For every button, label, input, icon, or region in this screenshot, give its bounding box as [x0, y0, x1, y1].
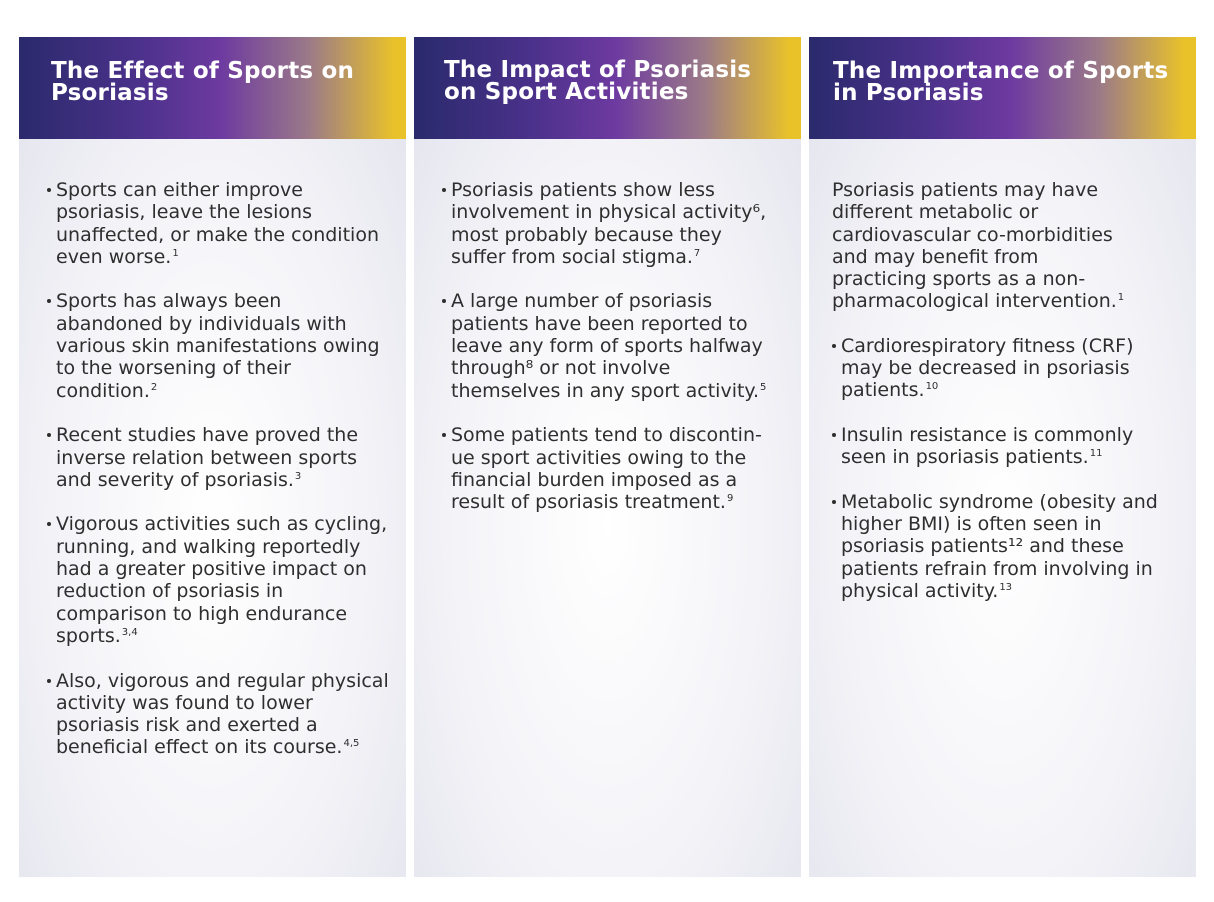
bullet-text	[56, 179, 390, 268]
panel-body	[809, 179, 1196, 625]
bullet-dot-icon	[47, 188, 51, 192]
citation-ref: 1	[172, 247, 179, 259]
bullet-text	[56, 424, 390, 491]
bullet-item	[832, 424, 1180, 469]
bullet-text-body: Insulin resistance is commonly seen in psoriasis patients.	[841, 423, 1134, 469]
citation-ref: 3,4	[121, 626, 138, 638]
bullet-dot-icon	[442, 433, 446, 437]
bullet-text-body: Sports has always been abandoned by individuals with various skin manifestations owing to the worsening of their condition.	[56, 290, 380, 402]
bullet-item	[47, 179, 390, 268]
citation-ref: 4,5	[343, 738, 360, 750]
bullet-item	[47, 424, 390, 491]
bullet-text-body: Sports can either improve psoriasis, leave the lesions unaffected, or make the condition even worse.	[56, 179, 379, 268]
citation-ref: 13	[999, 582, 1013, 594]
bullet-text-body: Metabolic syndrome (obesity and higher BMI) is often seen in psoriasis patients¹² and these patients refrain from involving in physical activity.	[841, 490, 1158, 603]
panel-header	[19, 37, 406, 139]
panels-container	[19, 37, 1196, 877]
citation-ref: 5	[760, 381, 767, 393]
panel-body	[414, 179, 801, 536]
bullet-text-body: Also, vigorous and regular physical activity was found to lower psoriasis risk and exerted a beneficial effect on its course.	[56, 669, 389, 759]
bullet-text	[451, 290, 781, 401]
bullet-dot-icon	[47, 433, 51, 437]
citation-ref: 1	[1117, 292, 1125, 304]
bullet-item	[47, 290, 390, 401]
panel-effect-of-sports	[19, 37, 406, 877]
bullet-item	[832, 335, 1180, 402]
bullet-text-body: Psoriasis patients show less involvement in physical activity⁶, most probably because they suffer from social stigma.	[451, 179, 767, 268]
bullet-item	[442, 290, 781, 401]
bullet-text	[841, 424, 1180, 469]
bullet-text	[841, 335, 1180, 402]
bullet-dot-icon	[832, 433, 836, 437]
bullet-list	[47, 179, 390, 759]
bullet-text-body: Recent studies have proved the inverse relation between sports and severity of psoriasis.	[56, 424, 359, 491]
bullet-text-body: Cardiorespiratory fitness (CRF) may be decreased in psoriasis patients.	[841, 334, 1134, 402]
bullet-text	[841, 491, 1180, 602]
citation-ref: 11	[1089, 448, 1103, 460]
bullet-dot-icon	[47, 299, 51, 303]
bullet-dot-icon	[47, 679, 51, 683]
bullet-text-body: Vigorous activities such as cycling, running, and walking reportedly had a greater positive impact on reduction of psoriasis in comparison to high endurance sports.	[56, 513, 388, 647]
bullet-dot-icon	[47, 522, 51, 526]
bullet-item	[47, 670, 390, 759]
panel-intro	[832, 179, 1132, 313]
panel-title: The Impact of Psoriasis on Sport Activities	[444, 57, 752, 105]
panel-importance-of-sports	[809, 37, 1196, 877]
bullet-text	[56, 290, 390, 401]
bullet-dot-icon	[442, 299, 446, 303]
bullet-text	[56, 670, 390, 759]
panel-impact-of-psoriasis	[414, 37, 801, 877]
bullet-dot-icon	[832, 344, 836, 348]
bullet-dot-icon	[832, 500, 836, 504]
citation-ref: 10	[925, 381, 939, 393]
bullet-text	[56, 513, 390, 647]
bullet-text-body: Some patients tend to discontin-ue sport activities owing to the financial burden imposed as a result of psoriasis treatment.	[451, 424, 762, 514]
intro-text: Psoriasis patients may have different metabolic or cardiovascular co-morbidities and may benefit from practicing sports as a non-pharmacological intervention.	[832, 179, 1117, 313]
panel-body	[19, 179, 406, 781]
bullet-text	[451, 179, 781, 268]
citation-ref: 9	[726, 493, 734, 505]
panel-title: The Effect of Sports on Psoriasis	[51, 58, 355, 106]
bullet-dot-icon	[442, 188, 446, 192]
bullet-item	[442, 424, 781, 513]
bullet-text	[451, 424, 781, 513]
bullet-list	[442, 179, 781, 513]
citation-ref: 7	[693, 247, 701, 259]
citation-ref: 2	[150, 381, 158, 393]
bullet-item	[442, 179, 781, 268]
bullet-text-body: A large number of psoriasis patients have been reported to leave any form of sports halfway through⁸ or not involve themselves in any sport activity.	[451, 290, 763, 402]
bullet-item	[832, 491, 1180, 602]
panel-header	[414, 37, 801, 139]
bullet-list	[832, 335, 1180, 603]
panel-title: The Importance of Sports in Psoriasis	[833, 58, 1169, 106]
panel-header	[809, 37, 1196, 139]
citation-ref: 3	[294, 470, 302, 482]
bullet-item	[47, 513, 390, 647]
